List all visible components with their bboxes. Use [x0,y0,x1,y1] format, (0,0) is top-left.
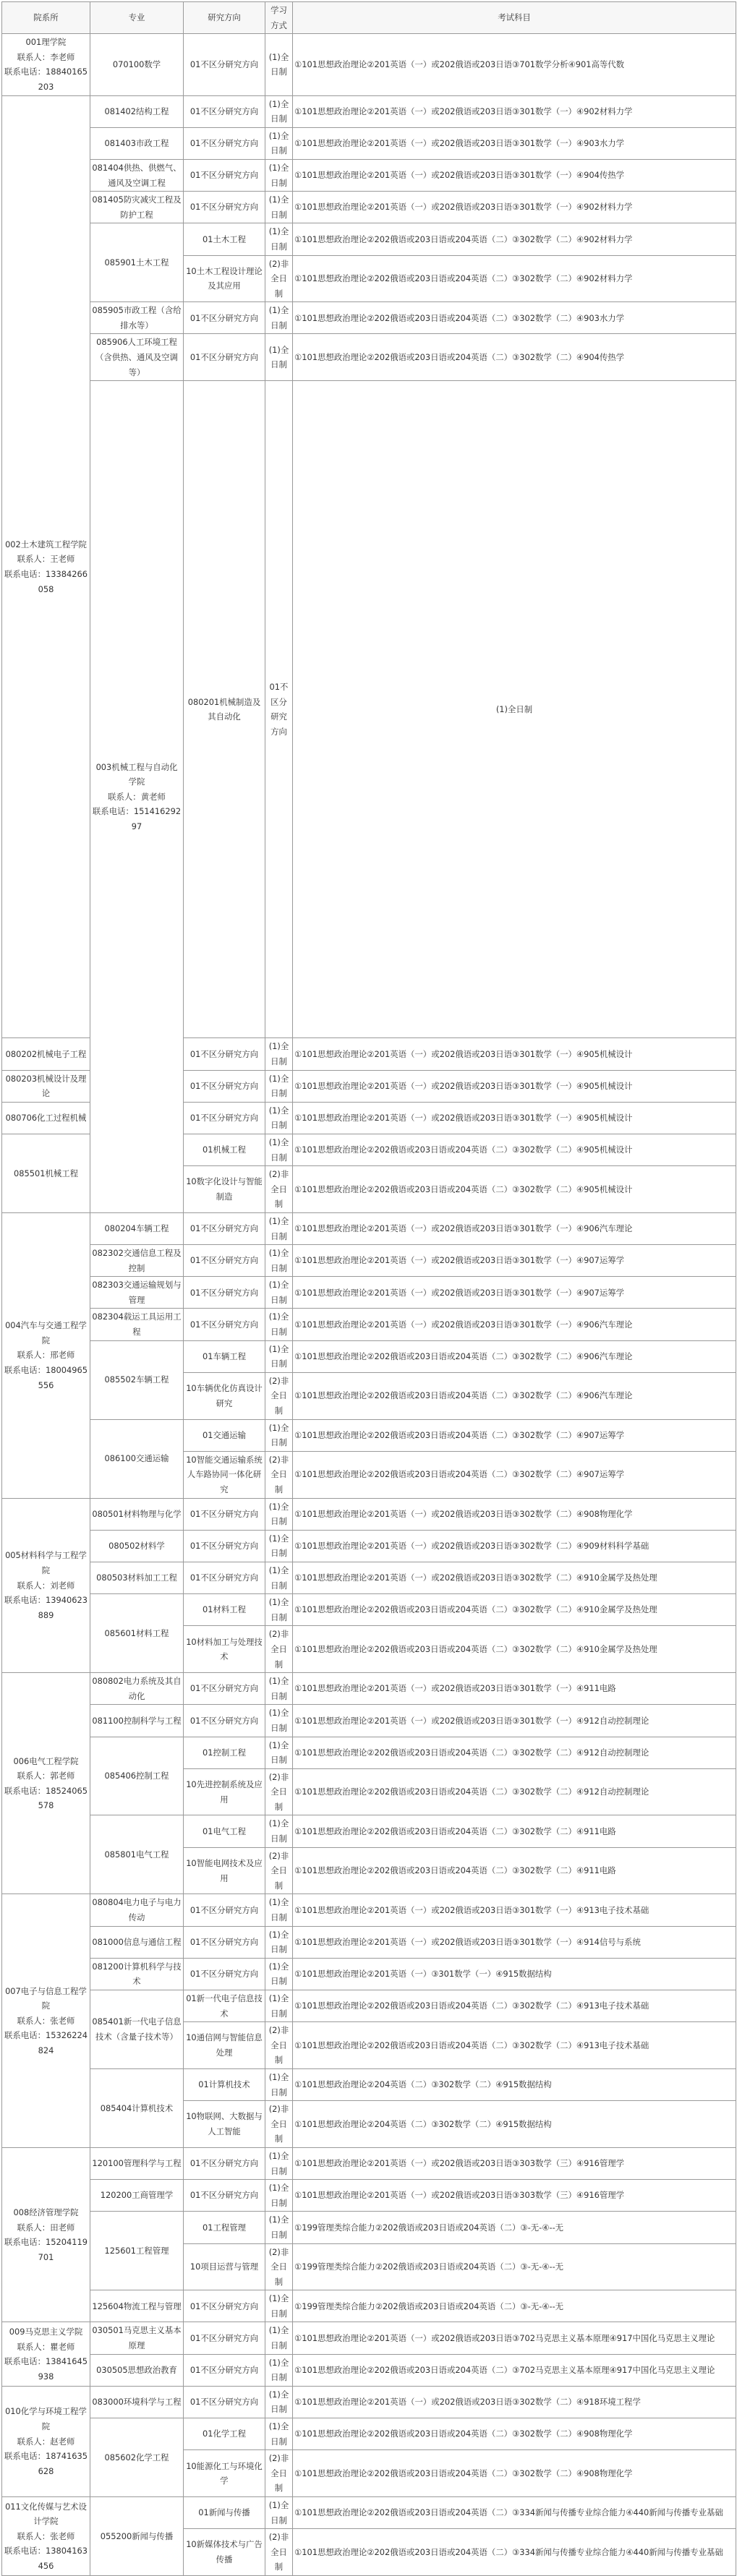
direction-cell: 01不区分研究方向 [184,2147,265,2179]
dept-name: 004汽车与交通工程学院 [5,1320,87,1345]
study-mode-cell: (1)全日制 [265,1926,293,1958]
direction-cell: 10通信网与智能信息处理 [184,2022,265,2069]
major-cell: 085501机械工程 [2,1134,90,1212]
study-mode-cell: (1)全日制 [265,192,293,223]
study-mode-cell: (2)非全日制 [265,1847,293,1894]
direction-cell: 01不区分研究方向 [184,2180,265,2212]
major-cell: 081405防灾减灾工程及防护工程 [90,192,184,223]
exam-cell: ①101思想政治理论②202俄语或203日语或204英语（二）③302数学（二）④904传热学 [293,334,736,381]
study-mode-cell: (1)全日制 [293,381,736,1038]
header-exam-subjects: 考试科目 [293,2,736,34]
dept-cell [2,1894,90,2148]
study-mode-cell: (2)非全日制 [265,255,293,302]
table-row [2,95,736,127]
exam-cell: ①101思想政治理论②202俄语或203日语或204英语（二）③302数学（二）④910金属学及热处理 [293,1594,736,1626]
study-mode-cell: (1)全日制 [265,1894,293,1926]
exam-cell: ①101思想政治理论②202俄语或203日语或204英语（二）③334新闻与传播专业综合能力④440新闻与传播专业基础 [293,2497,736,2529]
direction-cell: 01不区分研究方向 [184,1958,265,1990]
direction-cell: 01不区分研究方向 [184,1498,265,1530]
study-mode-cell: (1)全日制 [265,1562,293,1593]
study-mode-cell: (1)全日制 [265,1212,293,1244]
exam-cell: ①101思想政治理论②202俄语或203日语或204英语（二）③302数学（二）④903水力学 [293,302,736,334]
dept-cell [2,2386,90,2496]
direction-cell: 01不区分研究方向 [184,1245,265,1277]
dept-name: 007电子与信息工程学院 [5,1985,87,2011]
major-cell: 125604物流工程与管理 [90,2290,184,2322]
study-mode-cell: (2)非全日制 [265,2101,293,2148]
table-row [2,223,736,255]
study-mode-cell: (1)全日制 [265,1737,293,1768]
exam-cell: ①101思想政治理论②204英语（二）③302数学（二）④915数据结构 [293,2101,736,2148]
direction-cell: 01控制工程 [184,1737,265,1768]
exam-cell: ①101思想政治理论②201英语（一）或202俄语或203日语③301数学（一）④907运筹学 [293,1277,736,1309]
direction-cell: 01不区分研究方向 [184,2354,265,2386]
exam-cell: ①101思想政治理论②201英语（一）③301数学（一）④915数据结构 [293,1958,736,1990]
direction-cell: 01不区分研究方向 [184,1038,265,1070]
dept-name: 009马克思主义学院 [9,2326,83,2337]
exam-cell: ①101思想政治理论②202俄语或203日语或204英语（二）③702马克思主义基本原理④917中国化马克思主义理论 [293,2354,736,2386]
study-mode-cell: (2)非全日制 [265,1768,293,1815]
exam-cell: ①101思想政治理论②201英语（一）或202俄语或203日语③301数学（一）④913电子技术基础 [293,1894,736,1926]
table-row [2,1990,736,2022]
dept-phone: 联系电话：18741635628 [4,2451,88,2476]
table-row [2,127,736,159]
major-cell: 080804电力电子与电力传动 [90,1894,184,1926]
exam-cell: ①101思想政治理论②202俄语或203日语或204英语（二）③302数学（二）④907运筹学 [293,1451,736,1498]
table-row [2,2418,736,2450]
exam-cell: ①101思想政治理论②202俄语或203日语或204英语（二）③302数学（二）④906汽车理论 [293,1372,736,1419]
dept-phone: 联系电话：15326224824 [4,2030,88,2056]
study-mode-cell: (2)非全日制 [265,2529,293,2576]
study-mode-cell: (2)非全日制 [265,1451,293,1498]
exam-cell: ①199管理类综合能力②202俄语或203日语或204英语（二）③-无-④--无 [293,2243,736,2290]
exam-cell: ①101思想政治理论②202俄语或203日语或204英语（二）③302数学（二）④908物理化学 [293,2450,736,2497]
table-row [2,1673,736,1705]
dept-phone: 联系电话：18004965556 [4,1365,88,1390]
dept-cell [2,2322,90,2386]
exam-cell: ①101思想政治理论②201英语（一）或202俄语或203日语③301数学（一）④904传热学 [293,159,736,191]
table-row [2,1594,736,1626]
study-mode-cell: (1)全日制 [265,1245,293,1277]
study-mode-cell: (1)全日制 [265,1673,293,1705]
major-cell: 085801电气工程 [90,1815,184,1894]
study-mode-cell: (1)全日制 [265,1958,293,1990]
study-mode-cell: (1)全日制 [265,2290,293,2322]
study-mode-cell: (1)全日制 [265,1419,293,1451]
major-cell: 030501马克思主义基本原理 [90,2322,184,2354]
table-row [2,1340,736,1372]
direction-cell: 01不区分研究方向 [184,95,265,127]
direction-cell: 10智能电网技术及应用 [184,1847,265,1894]
exam-subjects-table [1,1,736,2576]
study-mode-cell: (1)全日制 [265,2180,293,2212]
major-cell: 083000环境科学与工程 [90,2386,184,2418]
exam-cell: ①101思想政治理论②202俄语或203日语或204英语（二）③302数学（二）④902材料力学 [293,223,736,255]
major-cell: 120100管理科学与工程 [90,2147,184,2179]
header-major: 专业 [90,2,184,34]
dept-cell [2,1212,90,1498]
dept-contact: 联系人：邢老师 [17,1350,75,1361]
exam-cell: ①101思想政治理论②202俄语或203日语或204英语（二）③302数学（二）④911电路 [293,1815,736,1847]
dept-contact: 联系人：田老师 [17,2222,75,2233]
table-row [2,1277,736,1309]
table-row [2,1212,736,1244]
direction-cell: 01不区分研究方向 [184,34,265,95]
direction-cell: 01新闻与传播 [184,2497,265,2529]
exam-cell: ①101思想政治理论②202俄语或203日语或204英语（二）③302数学（二）④912自动控制理论 [293,1768,736,1815]
study-mode-cell: (1)全日制 [265,1990,293,2022]
exam-cell: ①199管理类综合能力②202俄语或203日语或204英语（二）③-无-④--无 [293,2290,736,2322]
dept-contact: 联系人：郭老师 [17,1771,75,1781]
exam-cell: ①101思想政治理论②201英语（一）或202俄语或203日语③301数学（一）④905机械设计 [293,1102,736,1134]
dept-cell [2,2497,90,2576]
direction-cell: 01电气工程 [184,1815,265,1847]
direction-cell: 01不区分研究方向 [184,1562,265,1593]
table-row [2,1562,736,1593]
exam-cell: ①101思想政治理论②201英语（一）或202俄语或203日语③301数学（一）④903水力学 [293,127,736,159]
study-mode-cell: (2)非全日制 [265,2022,293,2069]
major-cell: 085401新一代电子信息技术（含量子技术等） [90,1990,184,2069]
dept-contact: 联系人：李老师 [17,51,75,62]
dept-name: 001理学院 [25,37,67,48]
exam-cell: ①101思想政治理论②201英语（一）或202俄语或203日语③301数学（一）④905机械设计 [293,1038,736,1070]
direction-cell: 01不区分研究方向 [184,192,265,223]
major-cell: 080501材料物理与化学 [90,1498,184,1530]
major-cell: 085602化学工程 [90,2418,184,2497]
dept-phone: 联系电话：13940623889 [4,1595,88,1620]
table-row [2,1245,736,1277]
exam-cell: ①101思想政治理论②201英语（一）或202俄语或203日语③303数学（三）④916管理学 [293,2180,736,2212]
table-row [2,159,736,191]
study-mode-cell: (2)非全日制 [265,1626,293,1673]
direction-cell: 10能源化工与环境化学 [184,2450,265,2497]
exam-cell: ①101思想政治理论②201英语（一）或202俄语或203日语③303数学（三）④916管理学 [293,2147,736,2179]
direction-cell: 01不区分研究方向 [184,1102,265,1134]
major-cell: 125601工程管理 [90,2212,184,2290]
dept-cell [2,1498,90,1673]
major-cell: 081402结构工程 [90,95,184,127]
study-mode-cell: (1)全日制 [265,2418,293,2450]
study-mode-cell: (1)全日制 [265,2147,293,2179]
table-row [2,2180,736,2212]
direction-cell: 10土木工程设计理论及其应用 [184,255,265,302]
table-row [2,2290,736,2322]
major-cell: 081200计算机科学与技术 [90,1958,184,1990]
major-cell: 082303交通运输规划与管理 [90,1277,184,1309]
table-row [2,2386,736,2418]
exam-cell: ①101思想政治理论②201英语（一）或202俄语或203日语③301数学（一）④902材料力学 [293,192,736,223]
dept-phone: 联系电话：18524065578 [4,1785,88,1811]
table-row [2,192,736,223]
dept-phone: 联系电话：15141629297 [92,806,182,831]
direction-cell: 01土木工程 [184,223,265,255]
study-mode-cell: (2)非全日制 [265,2243,293,2290]
major-cell: 080203机械设计及理论 [2,1070,90,1102]
major-cell: 080503材料加工工程 [90,1562,184,1593]
exam-cell: ①101思想政治理论②201英语（一）或202俄语或203日语③301数学（一）④914信号与系统 [293,1926,736,1958]
dept-contact: 联系人：王老师 [17,554,75,565]
dept-contact: 联系人：赵老师 [17,2436,75,2447]
exam-cell: ①101思想政治理论②201英语（一）或202俄语或203日语③301数学（一）④905机械设计 [293,1070,736,1102]
exam-cell: ①101思想政治理论②202俄语或203日语或204英语（二）③334新闻与传播专业综合能力④440新闻与传播专业基础 [293,2529,736,2576]
exam-cell: ①199管理类综合能力②202俄语或203日语或204英语（二）③-无-④--无 [293,2212,736,2243]
exam-cell: ①101思想政治理论②202俄语或203日语或204英语（二）③302数学（二）④911电路 [293,1847,736,1894]
table-row [2,1705,736,1737]
major-cell: 082302交通信息工程及控制 [90,1245,184,1277]
major-cell: 085502车辆工程 [90,1340,184,1419]
table-row [2,34,736,95]
study-mode-cell: (1)全日制 [265,2212,293,2243]
direction-cell: 10物联网、大数据与人工智能 [184,2101,265,2148]
direction-cell: 10数字化设计与智能制造 [184,1166,265,1213]
study-mode-cell: (1)全日制 [265,302,293,334]
study-mode-cell: (1)全日制 [265,1134,293,1165]
major-cell: 080802电力系统及其自动化 [90,1673,184,1705]
major-cell: 081100控制科学与工程 [90,1705,184,1737]
study-mode-cell: (1)全日制 [265,2386,293,2418]
table-row [2,1737,736,1768]
study-mode-cell: (1)全日制 [265,2497,293,2529]
major-cell: 081403市政工程 [90,127,184,159]
major-cell: 081404供热、供燃气、通风及空调工程 [90,159,184,191]
dept-phone: 联系电话：15204119701 [4,2237,88,2262]
exam-cell: ①101思想政治理论②201英语（一）或202俄语或203日语③301数学（一）④906汽车理论 [293,1212,736,1244]
major-cell: 080706化工过程机械 [2,1102,90,1134]
table-row [2,1498,736,1530]
study-mode-cell: (1)全日制 [265,159,293,191]
direction-cell: 01不区分研究方向 [265,381,293,1038]
study-mode-cell: (1)全日制 [265,1102,293,1134]
direction-cell: 01计算机技术 [184,2068,265,2100]
exam-cell: ①101思想政治理论②202俄语或203日语或204英语（二）③302数学（二）④907运筹学 [293,1419,736,1451]
major-cell: 070100数学 [90,34,184,95]
exam-cell: ①101思想政治理论②202俄语或203日语或204英语（二）③302数学（二）④905机械设计 [293,1166,736,1213]
study-mode-cell: (1)全日制 [265,1815,293,1847]
direction-cell: 01化学工程 [184,2418,265,2450]
exam-cell: ①101思想政治理论②201英语（一）或202俄语或203日语③301数学（一）④902材料力学 [293,95,736,127]
major-cell: 085406控制工程 [90,1737,184,1815]
exam-cell: ①101思想政治理论②202俄语或203日语或204英语（二）③302数学（二）④912自动控制理论 [293,1737,736,1768]
exam-cell: ①101思想政治理论②202俄语或203日语或204英语（二）③302数学（二）④910金属学及热处理 [293,1626,736,1673]
study-mode-cell: (1)全日制 [265,1594,293,1626]
study-mode-cell: (1)全日制 [265,1070,293,1102]
dept-name: 005材料科学与工程学院 [5,1550,87,1575]
header-department: 院系所 [2,2,90,34]
dept-name: 002土木建筑工程学院 [5,539,87,549]
exam-cell: ①101思想政治理论②201英语（一）或202俄语或203日语③301数学（一）④912自动控制理论 [293,1705,736,1737]
study-mode-cell: (1)全日制 [265,127,293,159]
exam-cell: ①101思想政治理论②201英语（一）或202俄语或203日语③702马克思主义基本原理④917中国化马克思主义理论 [293,2322,736,2354]
dept-phone: 联系电话：18840165203 [4,67,88,92]
study-mode-cell: (2)非全日制 [265,1166,293,1213]
study-mode-cell: (1)全日制 [265,95,293,127]
dept-phone: 联系电话：13384266058 [4,568,88,594]
direction-cell: 01不区分研究方向 [184,1894,265,1926]
dept-contact: 联系人：黄老师 [108,791,166,802]
dept-cell [2,34,90,95]
direction-cell: 01不区分研究方向 [184,2290,265,2322]
table-row [2,2147,736,2179]
exam-cell: ①101思想政治理论②202俄语或203日语或204英语（二）③302数学（二）④908物理化学 [293,2418,736,2450]
table-row [2,1894,736,1926]
exam-cell: ①101思想政治理论②201英语（一）或202俄语或203日语③301数学（一）④906汽车理论 [293,1309,736,1340]
dept-name: 010化学与环境工程学院 [5,2406,87,2432]
direction-cell: 01不区分研究方向 [184,1277,265,1309]
direction-cell: 01机械工程 [184,1134,265,1165]
study-mode-cell: (1)全日制 [265,2354,293,2386]
direction-cell: 01不区分研究方向 [184,2386,265,2418]
exam-cell: ①101思想政治理论②201英语（一）或202俄语或203日语③302数学（二）④909材料科学基础 [293,1530,736,1562]
table-row [2,381,736,1038]
direction-cell: 01不区分研究方向 [184,1309,265,1340]
direction-cell: 01不区分研究方向 [184,1530,265,1562]
direction-cell: 10车辆优化仿真设计研究 [184,1372,265,1419]
dept-name: 008经济管理学院 [13,2207,79,2218]
exam-cell: ①101思想政治理论②204英语（二）③302数学（二）④915数据结构 [293,2068,736,2100]
table-row [2,2497,736,2529]
direction-cell: 01不区分研究方向 [184,159,265,191]
exam-cell: ①101思想政治理论②202俄语或203日语或204英语（二）③302数学（二）④902材料力学 [293,255,736,302]
direction-cell: 01车辆工程 [184,1340,265,1372]
direction-cell: 01不区分研究方向 [184,2322,265,2354]
header-row [2,2,736,34]
table-row [2,334,736,381]
major-cell: 085905市政工程（含给排水等） [90,302,184,334]
direction-cell: 01不区分研究方向 [184,302,265,334]
table-row [2,1926,736,1958]
direction-cell: 10智能交通运输系统人车路协同一体化研究 [184,1451,265,1498]
major-cell: 085601材料工程 [90,1594,184,1673]
dept-name: 003机械工程与自动化学院 [95,761,178,787]
exam-cell: ①101思想政治理论②201英语（一）或202俄语或203日语③301数学（一）④907运筹学 [293,1245,736,1277]
major-cell: 080201机械制造及其自动化 [184,381,265,1038]
exam-cell: ①101思想政治理论②201英语（一）或202俄语或203日语③302数学（二）④908物理化学 [293,1498,736,1530]
direction-cell: 10新媒体技术与广告传播 [184,2529,265,2576]
study-mode-cell: (1)全日制 [265,334,293,381]
major-cell: 120200工商管理学 [90,2180,184,2212]
table-row [2,1530,736,1562]
dept-cell [2,1673,90,1894]
study-mode-cell: (2)非全日制 [265,1372,293,1419]
major-cell: 080502材料学 [90,1530,184,1562]
major-cell: 055200新闻与传播 [90,2497,184,2576]
header-study-mode: 学习方式 [265,2,293,34]
table-row [2,1958,736,1990]
dept-phone: 联系电话：13841645938 [4,2356,88,2382]
major-cell: 081000信息与通信工程 [90,1926,184,1958]
direction-cell: 01不区分研究方向 [184,1070,265,1102]
study-mode-cell: (1)全日制 [265,2322,293,2354]
study-mode-cell: (1)全日制 [265,1498,293,1530]
study-mode-cell: (1)全日制 [265,1038,293,1070]
direction-cell: 01工程管理 [184,2212,265,2243]
major-cell: 086100交通运输 [90,1419,184,1498]
direction-cell: 01交通运输 [184,1419,265,1451]
exam-cell: ①101思想政治理论②202俄语或203日语或204英语（二）③302数学（二）④913电子技术基础 [293,2022,736,2069]
header-direction: 研究方向 [184,2,265,34]
direction-cell: 01不区分研究方向 [184,334,265,381]
dept-contact: 联系人：瞿老师 [17,2341,75,2352]
major-cell: 030505思想政治教育 [90,2354,184,2386]
table-row [2,1815,736,1847]
direction-cell: 01不区分研究方向 [184,1673,265,1705]
major-cell: 085906人工环境工程（含供热、通风及空调等） [90,334,184,381]
direction-cell: 01不区分研究方向 [184,1705,265,1737]
direction-cell: 10先进控制系统及应用 [184,1768,265,1815]
direction-cell: 01不区分研究方向 [184,1926,265,1958]
table-row [2,2322,736,2354]
major-cell: 080204车辆工程 [90,1212,184,1244]
direction-cell: 01材料工程 [184,1594,265,1626]
exam-cell: ①101思想政治理论②202俄语或203日语或204英语（二）③302数学（二）④905机械设计 [293,1134,736,1165]
table-row [2,2212,736,2243]
exam-cell: ①101思想政治理论②201英语（一）或202俄语或203日语③701数学分析④901高等代数 [293,34,736,95]
study-mode-cell: (1)全日制 [265,1309,293,1340]
dept-name: 006电气工程学院 [13,1755,79,1766]
dept-cell [2,2147,90,2322]
exam-cell: ①101思想政治理论②201英语（一）或202俄语或203日语③302数学（二）④918环境工程学 [293,2386,736,2418]
study-mode-cell: (1)全日制 [265,2068,293,2100]
study-mode-cell: (2)非全日制 [265,2450,293,2497]
dept-contact: 联系人：张老师 [17,2015,75,2026]
dept-cell [90,381,184,1213]
study-mode-cell: (1)全日制 [265,223,293,255]
direction-cell: 01不区分研究方向 [184,127,265,159]
study-mode-cell: (1)全日制 [265,1530,293,1562]
dept-phone: 联系电话：13804163456 [4,2546,88,2571]
major-cell: 085404计算机技术 [90,2068,184,2147]
direction-cell: 01不区分研究方向 [184,1212,265,1244]
study-mode-cell: (1)全日制 [265,1705,293,1737]
dept-cell [2,95,90,1038]
study-mode-cell: (1)全日制 [265,1277,293,1309]
table-row [2,2354,736,2386]
dept-contact: 联系人：刘老师 [17,1580,75,1591]
dept-name: 011文化传媒与艺术设计学院 [5,2501,87,2527]
exam-cell: ①101思想政治理论②202俄语或203日语或204英语（二）③302数学（二）④913电子技术基础 [293,1990,736,2022]
table-row [2,302,736,334]
major-cell: 082304载运工具运用工程 [90,1309,184,1340]
study-mode-cell: (1)全日制 [265,34,293,95]
exam-cell: ①101思想政治理论②201英语（一）或202俄语或203日语③302数学（二）④910金属学及热处理 [293,1562,736,1593]
direction-cell: 10项目运营与管理 [184,2243,265,2290]
table-row [2,1419,736,1451]
direction-cell: 10材料加工与处理技术 [184,1626,265,1673]
major-cell: 085901土木工程 [90,223,184,302]
table-row [2,2068,736,2100]
exam-cell: ①101思想政治理论②202俄语或203日语或204英语（二）③302数学（二）④906汽车理论 [293,1340,736,1372]
direction-cell: 01新一代电子信息技术 [184,1990,265,2022]
table-row [2,1309,736,1340]
dept-contact: 联系人：张老师 [17,2530,75,2541]
major-cell: 080202机械电子工程 [2,1038,90,1070]
exam-cell: ①101思想政治理论②201英语（一）或202俄语或203日语③301数学（一）④911电路 [293,1673,736,1705]
study-mode-cell: (1)全日制 [265,1340,293,1372]
